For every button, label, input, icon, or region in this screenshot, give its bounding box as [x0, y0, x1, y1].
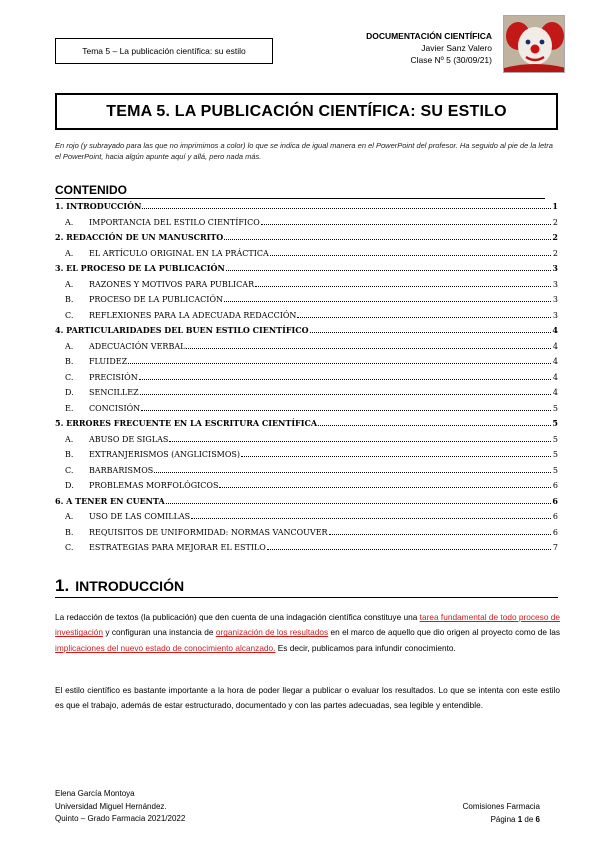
toc-entry-page: 3 [552, 295, 558, 304]
clown-image-icon [504, 16, 565, 73]
toc-entry-label: ESTRATEGIAS PARA MEJORAR EL ESTILO [89, 543, 266, 552]
toc-entry-page: 6 [552, 512, 558, 521]
toc-entry-letter: B. [65, 295, 74, 304]
toc-dot-leader [226, 262, 551, 271]
toc-entry-page: 4 [552, 341, 558, 351]
toc-dot-leader [186, 340, 551, 349]
toc-dot-leader [142, 200, 551, 209]
toc-entry-page: 5 [552, 403, 558, 413]
toc-entry[interactable] [55, 540, 558, 556]
toc-entry-label: 4. PARTICULARIDADES DEL BUEN ESTILO CIENTÍFICO [55, 325, 309, 335]
toc-entry[interactable] [55, 215, 558, 231]
toc-entry-page: 2 [552, 232, 558, 242]
toc-entry[interactable] [55, 432, 558, 448]
toc-entry[interactable] [55, 246, 558, 262]
toc-entry-page: 3 [552, 310, 558, 320]
footer-author: Elena García Montoya [55, 789, 135, 798]
section-divider [55, 597, 558, 598]
toc-dot-leader [297, 309, 551, 318]
toc-dot-leader [267, 541, 551, 550]
toc-entry-letter: C. [65, 465, 74, 475]
toc-entry[interactable] [55, 323, 558, 339]
toc-entry-letter: C. [65, 310, 74, 320]
header-topic-box [55, 38, 273, 64]
toc-entry-page: 1 [552, 201, 558, 211]
toc-entry-page: 6 [552, 495, 558, 506]
toc-entry[interactable] [55, 478, 558, 494]
toc-entry-page: 4 [552, 357, 558, 366]
toc-entry-page: 3 [552, 263, 558, 273]
toc-entry-page: 4 [552, 325, 558, 335]
toc-entry-page: 4 [552, 372, 558, 382]
toc-entry-label: USO DE LAS COMILLAS [89, 512, 191, 521]
header-doc-type: DOCUMENTACIÓN CIENTÍFICA [366, 31, 492, 41]
p1-highlight-2: organización de los resultados [215, 627, 329, 638]
footer-group: Comisiones Farmacia [462, 802, 540, 811]
toc-entry-label: PRECISIÓN [89, 372, 138, 382]
toc-entry-letter: B. [65, 357, 74, 366]
toc-dot-leader [241, 448, 551, 457]
p1-highlight-3: implicaciones del nuevo estado de conocimiento alcanzado. [55, 642, 276, 653]
toc-dot-leader [255, 278, 551, 287]
toc-entry-letter: A. [65, 434, 74, 444]
footer-left [55, 788, 185, 826]
toc-dot-leader [261, 216, 551, 225]
toc-entry-label: PROBLEMAS MORFOLÓGICOS [89, 481, 219, 490]
toc-entry[interactable] [55, 308, 558, 324]
toc-entry-page: 3 [552, 279, 558, 289]
section-1-title: INTRODUCCIÓN [75, 578, 185, 594]
footer-right [463, 801, 540, 826]
toc-entry-page: 5 [552, 465, 558, 475]
toc-entry[interactable] [55, 230, 558, 246]
footer-course: Quinto – Grado Farmacia 2021/2022 [55, 814, 186, 823]
toc-entry-page: 5 [552, 450, 558, 459]
toc-entry[interactable] [55, 354, 558, 370]
toc-entry-label: EXTRANJERISMOS (ANGLICISMOS) [89, 450, 241, 459]
toc-entry[interactable] [55, 370, 558, 386]
toc-entry[interactable] [55, 277, 558, 293]
toc-entry-letter: C. [65, 543, 74, 552]
header-teacher: Javier Sanz Valero [421, 43, 492, 53]
toc-entry[interactable] [55, 463, 558, 479]
toc-entry-letter: A. [65, 512, 74, 521]
document-title-text: TEMA 5. LA PUBLICACIÓN CIENTÍFICA: SU ESTILO [106, 102, 507, 120]
header-class: Clase Nº 5 (30/09/21) [410, 55, 492, 65]
toc-entry[interactable] [55, 401, 558, 417]
toc-entry-letter: B. [65, 450, 74, 459]
section-1-heading [55, 576, 184, 596]
toc-dot-leader [191, 510, 551, 519]
toc-entry-letter: A. [65, 341, 74, 351]
p1-text-3: en el marco de aquello que dio origen al proyecto como de las [328, 627, 560, 638]
footer-university: Universidad Miguel Hernández. [55, 801, 167, 811]
p1-text-1: La redacción de textos (la publicación) que den cuenta de una indagación científica constituye una [55, 612, 420, 622]
toc-entry-label: REQUISITOS DE UNIFORMIDAD: NORMAS VANCOUVER [89, 527, 328, 537]
header-info [366, 30, 492, 66]
toc-entry[interactable] [55, 525, 558, 541]
toc-entry-label: 6. A TENER EN CUENTA [55, 495, 165, 506]
clown-photo [503, 15, 565, 73]
toc-entry-page: 6 [552, 527, 558, 537]
toc-dot-leader [154, 464, 551, 473]
toc-dot-leader [128, 355, 551, 364]
section-1-number: 1. [55, 576, 70, 595]
p1-highlight-1: tarea fundamental de todo proceso de investigación [55, 612, 560, 638]
toc-dot-leader [166, 495, 551, 504]
toc-entry-label: REFLEXIONES PARA LA ADECUADA REDACCIÓN [89, 310, 297, 320]
p1-text-4: Es decir, publicamos para infundir conocimiento. [275, 642, 456, 653]
toc-dot-leader [224, 293, 551, 302]
page-current: 1 [517, 814, 523, 824]
toc-dot-leader [318, 417, 551, 426]
toc-entry[interactable] [55, 292, 558, 308]
toc-entry-label: 1. INTRODUCCIÓN [55, 201, 142, 211]
toc-entry-label: SENCILLEZ [89, 388, 139, 397]
toc-entry-page: 5 [552, 418, 558, 428]
toc-entry-label: 5. ERRORES FRECUENTE EN LA ESCRITURA CIENTÍFICA [55, 418, 318, 428]
toc-entry[interactable] [55, 261, 558, 277]
toc-entry[interactable] [55, 199, 558, 215]
toc-dot-leader [310, 324, 551, 333]
toc-entry-label: CONCISIÓN [89, 403, 141, 413]
page-word: Página [490, 814, 516, 824]
toc-entry-letter: C. [65, 372, 74, 382]
toc-entry-label: RAZONES Y MOTIVOS PARA PUBLICAR [89, 279, 255, 289]
toc-entry-letter: D. [65, 388, 74, 397]
toc-entry-label: PROCESO DE LA PUBLICACIÓN [89, 295, 224, 304]
toc-entry[interactable] [55, 494, 558, 510]
toc-entry-label: ABUSO DE SIGLAS [89, 434, 169, 444]
toc-dot-leader [141, 402, 551, 411]
toc-entry-label: FLUIDEZ [89, 357, 128, 366]
p1-text-2: y configuran una instancia de [102, 627, 216, 638]
toc-entry-letter: B. [65, 527, 74, 537]
page-of: de [524, 814, 534, 824]
toc-entry-page: 7 [552, 543, 558, 552]
table-of-contents [55, 199, 558, 556]
toc-entry[interactable] [55, 339, 558, 355]
toc-entry-label: 3. EL PROCESO DE LA PUBLICACIÓN [55, 263, 225, 273]
toc-entry-label: IMPORTANCIA DEL ESTILO CIENTÍFICO [89, 217, 260, 227]
toc-entry-label: EL ARTÍCULO ORIGINAL EN LA PRÁCTICA [89, 248, 269, 258]
document-title [55, 93, 558, 130]
intro-paragraph-2: El estilo científico es bastante importante a la hora de poder llegar a publicar o evaluar los resultados. Lo que se intenta con este estilo es que el trabajo, además de estar estructurado, documentado y con las partes adecuadas, sea legible y entendible. [55, 685, 560, 711]
toc-entry-page: 2 [552, 217, 558, 227]
toc-entry-letter: A. [65, 217, 74, 227]
intro-note: En rojo (y subrayado para las que no imprimimos a color) lo que se indica de igual manera en el PowerPoint del profesor. Ha seguido al pie de la letra el PowerPoint, hacia algún apunte aquí y allá, pero nada más. [55, 141, 553, 161]
toc-dot-leader [219, 479, 551, 488]
toc-entry-letter: E. [65, 403, 74, 413]
toc-entry-label: ADECUACIÓN VERBAL [89, 341, 186, 351]
toc-dot-leader [270, 247, 551, 256]
toc-entry-label: 2. REDACCIÓN DE UN MANUSCRITO [55, 232, 224, 242]
page-total: 6 [535, 814, 540, 824]
toc-entry-page: 2 [552, 248, 558, 258]
toc-entry[interactable] [55, 447, 558, 463]
toc-entry-letter: D. [65, 481, 74, 490]
toc-dot-leader [139, 371, 551, 380]
toc-entry[interactable] [55, 509, 558, 525]
toc-entry[interactable] [55, 416, 558, 432]
toc-dot-leader [224, 231, 551, 240]
toc-entry[interactable] [55, 385, 558, 401]
toc-entry-letter: A. [65, 248, 74, 258]
toc-entry-page: 4 [552, 388, 558, 397]
toc-entry-page: 5 [552, 434, 558, 444]
contents-heading: CONTENIDO [55, 183, 545, 199]
footer-page-number [463, 814, 540, 827]
toc-entry-label: BARBARISMOS [89, 465, 154, 475]
toc-entry-page: 6 [552, 481, 558, 490]
intro-paragraph-1 [55, 610, 560, 656]
header-topic: Tema 5 – La publicación científica: su estilo [82, 46, 246, 56]
toc-entry-letter: A. [65, 279, 74, 289]
toc-dot-leader [169, 433, 551, 442]
toc-dot-leader [329, 526, 551, 535]
toc-dot-leader [140, 386, 551, 395]
